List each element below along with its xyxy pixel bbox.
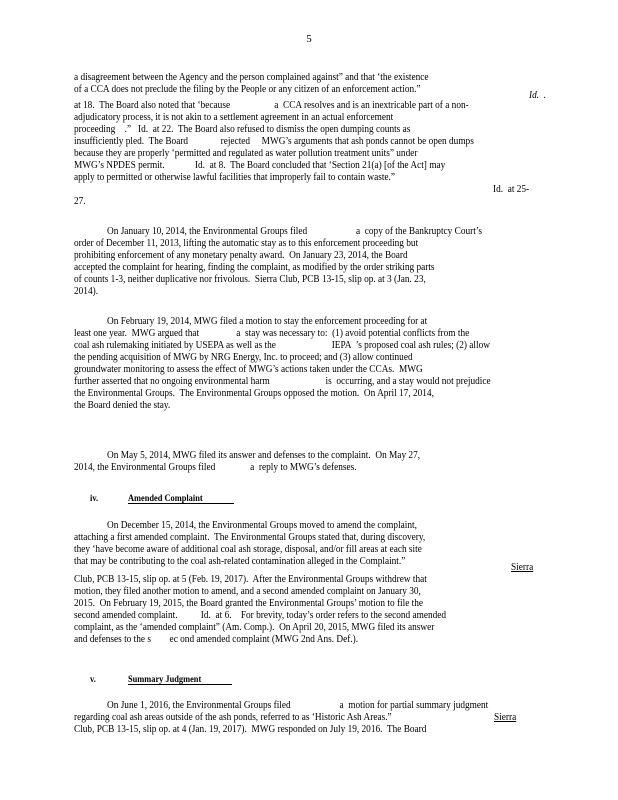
section-heading: Summary Judgment [128,674,202,684]
text-line: MWG’s NPDES permit. Id. at 8. The Board concluded that ‘Section 21(a) [of the Act] may [74,160,446,171]
text-line: of counts 1-3, neither duplicative nor frivolous. Sierra Club, PCB 13-15, slip op. at 3 (Jan. 23, [74,274,426,285]
citation-sierra: Sierra [511,562,534,573]
text-line: Club, PCB 13-15, slip op. at 5 (Feb. 19, 2017). After the Environmental Groups withdrew that [74,574,427,585]
text-line: the Board denied the stay. [74,400,171,411]
text-line: motion, they filed another motion to amend, and a second amended complaint on January 30, [74,586,421,597]
text-line: and defenses to the s ec ond amended complaint (MWG 2nd Ans. Def.). [74,634,359,645]
section-number: v. [90,674,96,684]
heading-underline [128,684,232,685]
text-line: because they are properly ‘permitted and regulated as water pollution treatment units” under [74,148,418,159]
text-line: least one year. MWG argued that a stay was necessary to: (1) avoid potential conflicts from the [74,328,470,339]
text-line: 27. [74,196,86,207]
text-line: coal ash rulemaking initiated by USEPA as well as the IEPA ’s proposed coal ash rules; (2) allow [74,340,490,351]
text-line: On February 19, 2014, MWG filed a motion to stay the enforcement proceeding for at [107,316,428,327]
citation-id: Id. . [529,90,547,101]
text-line: order of December 11, 2013, lifting the automatic stay as to this enforcement proceeding but [74,238,419,249]
text-line: On May 5, 2014, MWG filed its answer and defenses to the complaint. On May 27, [107,450,421,461]
section-heading: Amended Complaint [128,493,203,503]
text-line: adjudicatory process, it is not akin to a settlement agreement in an actual enforcement [74,112,394,123]
text-line: 2014, the Environmental Groups filed a reply to MWG’s defenses. [74,462,357,473]
text-line: the pending acquisition of MWG by NRG Energy, Inc. to proceed; and (3) allow continued [74,352,413,363]
text-line: further asserted that no ongoing environmental harm is occurring, and a stay would not prejudice [74,376,491,387]
text-line: On December 15, 2014, the Environmental Groups moved to amend the complaint, [107,520,417,531]
text-line: groundwater monitoring to assess the effect of MWG’s actions taken under the CCAs. MWG [74,364,423,375]
page-number: 5 [306,33,312,45]
text-line: a disagreement between the Agency and the person complained against” and that ‘the existence [74,72,429,83]
citation-sierra: Sierra [494,712,517,723]
text-line: the Environmental Groups. The Environmental Groups opposed the motion. On April 17, 2014, [74,388,434,399]
text-line: of a CCA does not preclude the filing by the People or any citizen of an enforcement action.” [74,84,421,95]
heading-underline [128,503,234,504]
text-line: they ‘have become aware of additional coal ash storage, disposal, and/or fill areas at each site [74,544,422,555]
text-line: complaint, as the ‘amended complaint” (Am. Comp.). On April 20, 2015, MWG filed its answer [74,622,435,633]
text-line: that may be contributing to the coal ash-related contamination alleged in the Complaint.” [74,556,406,567]
text-line: insufficiently pled. The Board rejected MWG’s arguments that ash ponds cannot be open dumps [74,136,474,147]
text-line: prohibiting enforcement of any monetary penalty award. On January 23, 2014, the Board [74,250,408,261]
text-line: 2014). [74,286,99,297]
section-number: iv. [90,493,99,503]
text-line: Club, PCB 13-15, slip op. at 4 (Jan. 19, 2017). MWG responded on July 19, 2016. The Board [74,724,427,735]
citation-id: Id. at 25- [493,184,530,195]
text-line: second amended complaint. Id. at 6. For brevity, today’s order refers to the second amended [74,610,447,621]
text-line: at 18. The Board also noted that ‘because a CCA resolves and is an inextricable part of a non- [74,100,469,111]
text-line: 2015. On February 19, 2015, the Board granted the Environmental Groups’ motion to file the [74,598,424,609]
text-line: On June 1, 2016, the Environmental Groups filed a motion for partial summary judgment [107,700,489,711]
text-line: On January 10, 2014, the Environmental Groups filed a copy of the Bankruptcy Court’s [107,226,483,237]
text-line: proceeding .” Id. at 22. The Board also refused to dismiss the open dumping counts as [74,124,411,135]
text-line: apply to permitted or otherwise lawful facilities that improperly fail to contain waste.” [74,172,396,183]
text-line: attaching a first amended complaint. The Environmental Groups stated that, during discovery, [74,532,426,543]
text-line: accepted the complaint for hearing, finding the complaint, as modified by the order striking parts [74,262,435,273]
text-line: regarding coal ash areas outside of the ash ponds, referred to as ‘Historic Ash Areas.” [74,712,392,723]
